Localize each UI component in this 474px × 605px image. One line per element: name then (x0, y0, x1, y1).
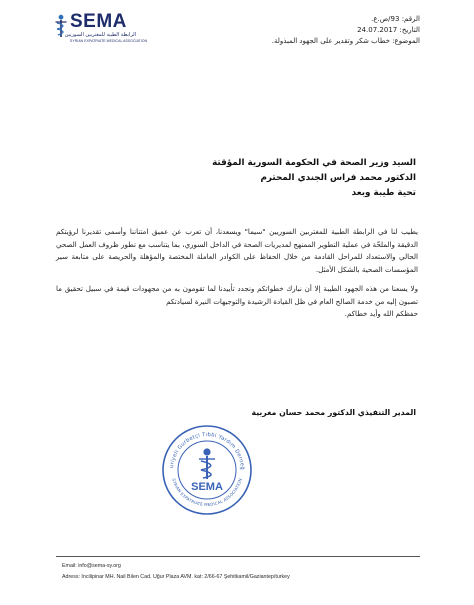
organization-stamp (161, 424, 253, 516)
footer-divider (56, 556, 420, 557)
signature-title: المدير التنفيذي الدكتور محمد حسان مغربية (251, 408, 416, 417)
greeting: تحية طيبة وبعد (351, 188, 416, 198)
reference-block (220, 14, 420, 47)
stamp-ring-text: uriyeli Gurbetçi Tıbbi Yardım Derneğ (169, 431, 246, 471)
sema-logo (54, 10, 148, 46)
reference-number: الرقم: 93/ص.ع. (371, 15, 420, 23)
reference-subject: الموضوع: خطاب شكر وتقدير على الجهود المبذولة. (271, 37, 420, 45)
body-paragraph-2 (56, 283, 418, 321)
logo-subtitle-english: SYRIAN EXPATRIATE MEDICAL ASSOCIATION (70, 39, 148, 43)
footer-address: Adress: Incilipinar MH. Nail Bilen Cad. Uğur Plaza AVM. kat: 2/66-67 Şehitkamil/Gaziantep/turkey (62, 574, 290, 580)
footer (62, 561, 422, 583)
closing-line: حفظكم الله وأيد خطاكم. (344, 309, 418, 319)
stamp-lower-text: SYRIAN EXPATRIATE MEDICAL ASSOCIATION (171, 477, 243, 508)
footer-email: Email: info@sema-sy.org (62, 563, 121, 569)
body-paragraph-2-text: ولا يسعنا من هذه الجهود الطيبة إلا أن نبارك خطواتكم ونجدد تأييدنا لما تقومون به من مجهودات قيمة في سبيل تحقيق ما تصبون إليه من خدمة الصالح العام في ظل القيادة الرشيدة والتوجيهات النيرة لسيادتكم (56, 284, 418, 306)
logo-subtitle-arabic: الرابطة الطبية للمغتربين السوريين (64, 32, 136, 38)
addressee-block (86, 156, 416, 201)
addressee-line-name: الدكتور محمد فراس الجندي المحترم (260, 173, 416, 183)
reference-date: التاريخ: 24.07.2017 (357, 26, 420, 34)
logo-wordmark: SEMA (70, 11, 127, 32)
body-paragraph-1: يطيب لنا في الرابطة الطبية للمغتربين السوريين "سيما" ويسعدنا، أن تعرب عن عميق امتناننا وأسمى تقديرنا لرؤيتكم الدقيقة والملحّة في عملية التطوير الممنهج لمديريات الصحة في الداخل السوري، بما يتناسب مع تطور ظروف العمل الصحي الحالي والاستعداد للمراحل القادمة من خلال الحفاظ على الكوادر العاملة المختصة والمؤهلة والحريصة على متابعة سير المؤسسات الصحية بالشكل الأمثل. (56, 227, 418, 274)
stamp-caduceus-icon (199, 448, 215, 479)
stamp-wordmark: SEMA (191, 481, 223, 493)
addressee-line-minister: السيد وزير الصحة في الحكومة السورية المؤقتة (212, 158, 416, 168)
svg-text:Suriyeli Gurbetçi Tıbbi Yardım (161, 424, 246, 470)
